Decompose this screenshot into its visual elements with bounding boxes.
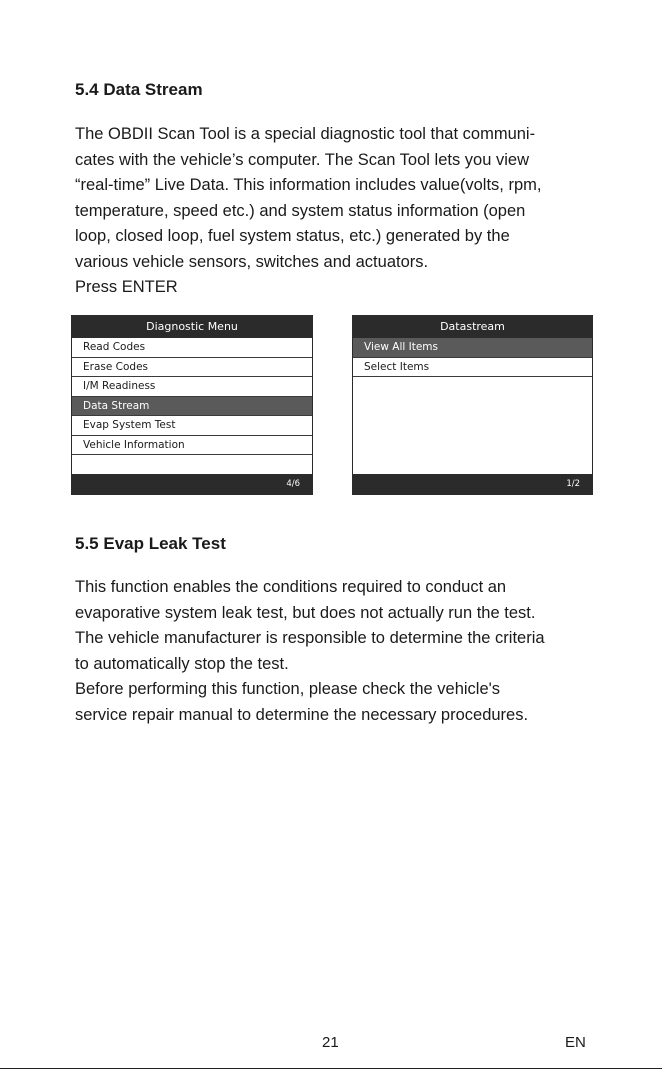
screen-title: Datastream [353,316,592,338]
diagnostic-menu-screen [71,315,313,495]
datastream-screen [352,315,593,495]
paragraph-line: “real-time” Live Data. This information includes value(volts, rpm, [75,176,542,194]
menu-item-im-readiness[interactable]: I/M Readiness [72,377,312,397]
bottom-divider [0,1068,662,1069]
paragraph-line: various vehicle sensors, switches and actuators. [75,252,429,271]
menu-item-evap-system-test[interactable]: Evap System Test [72,416,312,436]
paragraph-line: cates with the vehicle’s computer. The Scan Tool lets you view [75,150,529,169]
evap-leak-test-paragraph [75,575,635,728]
paragraph-line: The vehicle manufacturer is responsible to determine the criteria [75,629,545,647]
paragraph-line: to automatically stop the test. [75,654,289,673]
paragraph-line: loop, closed loop, fuel system status, etc.) generated by the [75,227,510,245]
paragraph-line: evaporative system leak test, but does not actually run the test. [75,603,536,622]
paragraph-line: This function enables the conditions required to conduct an [75,578,507,596]
data-stream-paragraph [75,122,635,301]
section-heading-evap-leak-test: 5.5 Evap Leak Test [75,534,226,553]
menu-item-view-all-items[interactable]: View All Items [353,338,592,358]
menu-item-vehicle-information[interactable]: Vehicle Information [72,436,312,456]
page-number: 21 [322,1034,339,1051]
paragraph-line: service repair manual to determine the necessary procedures. [75,705,529,724]
menu-item-select-items[interactable]: Select Items [353,358,592,378]
paragraph-line: temperature, speed etc.) and system status information (open [75,201,526,220]
page-indicator: 4/6 [72,474,312,494]
menu-item-data-stream[interactable]: Data Stream [72,397,312,417]
menu-item-read-codes[interactable]: Read Codes [72,338,312,358]
screen-title: Diagnostic Menu [72,316,312,338]
paragraph-line: Before performing this function, please check the vehicle's [75,680,501,698]
paragraph-line: Press ENTER [75,278,178,296]
paragraph-line: The OBDII Scan Tool is a special diagnostic tool that communi- [75,125,536,143]
page-indicator: 1/2 [353,474,592,494]
section-heading-data-stream: 5.4 Data Stream [75,80,203,99]
menu-item-erase-codes[interactable]: Erase Codes [72,358,312,378]
language-label: EN [565,1034,586,1051]
